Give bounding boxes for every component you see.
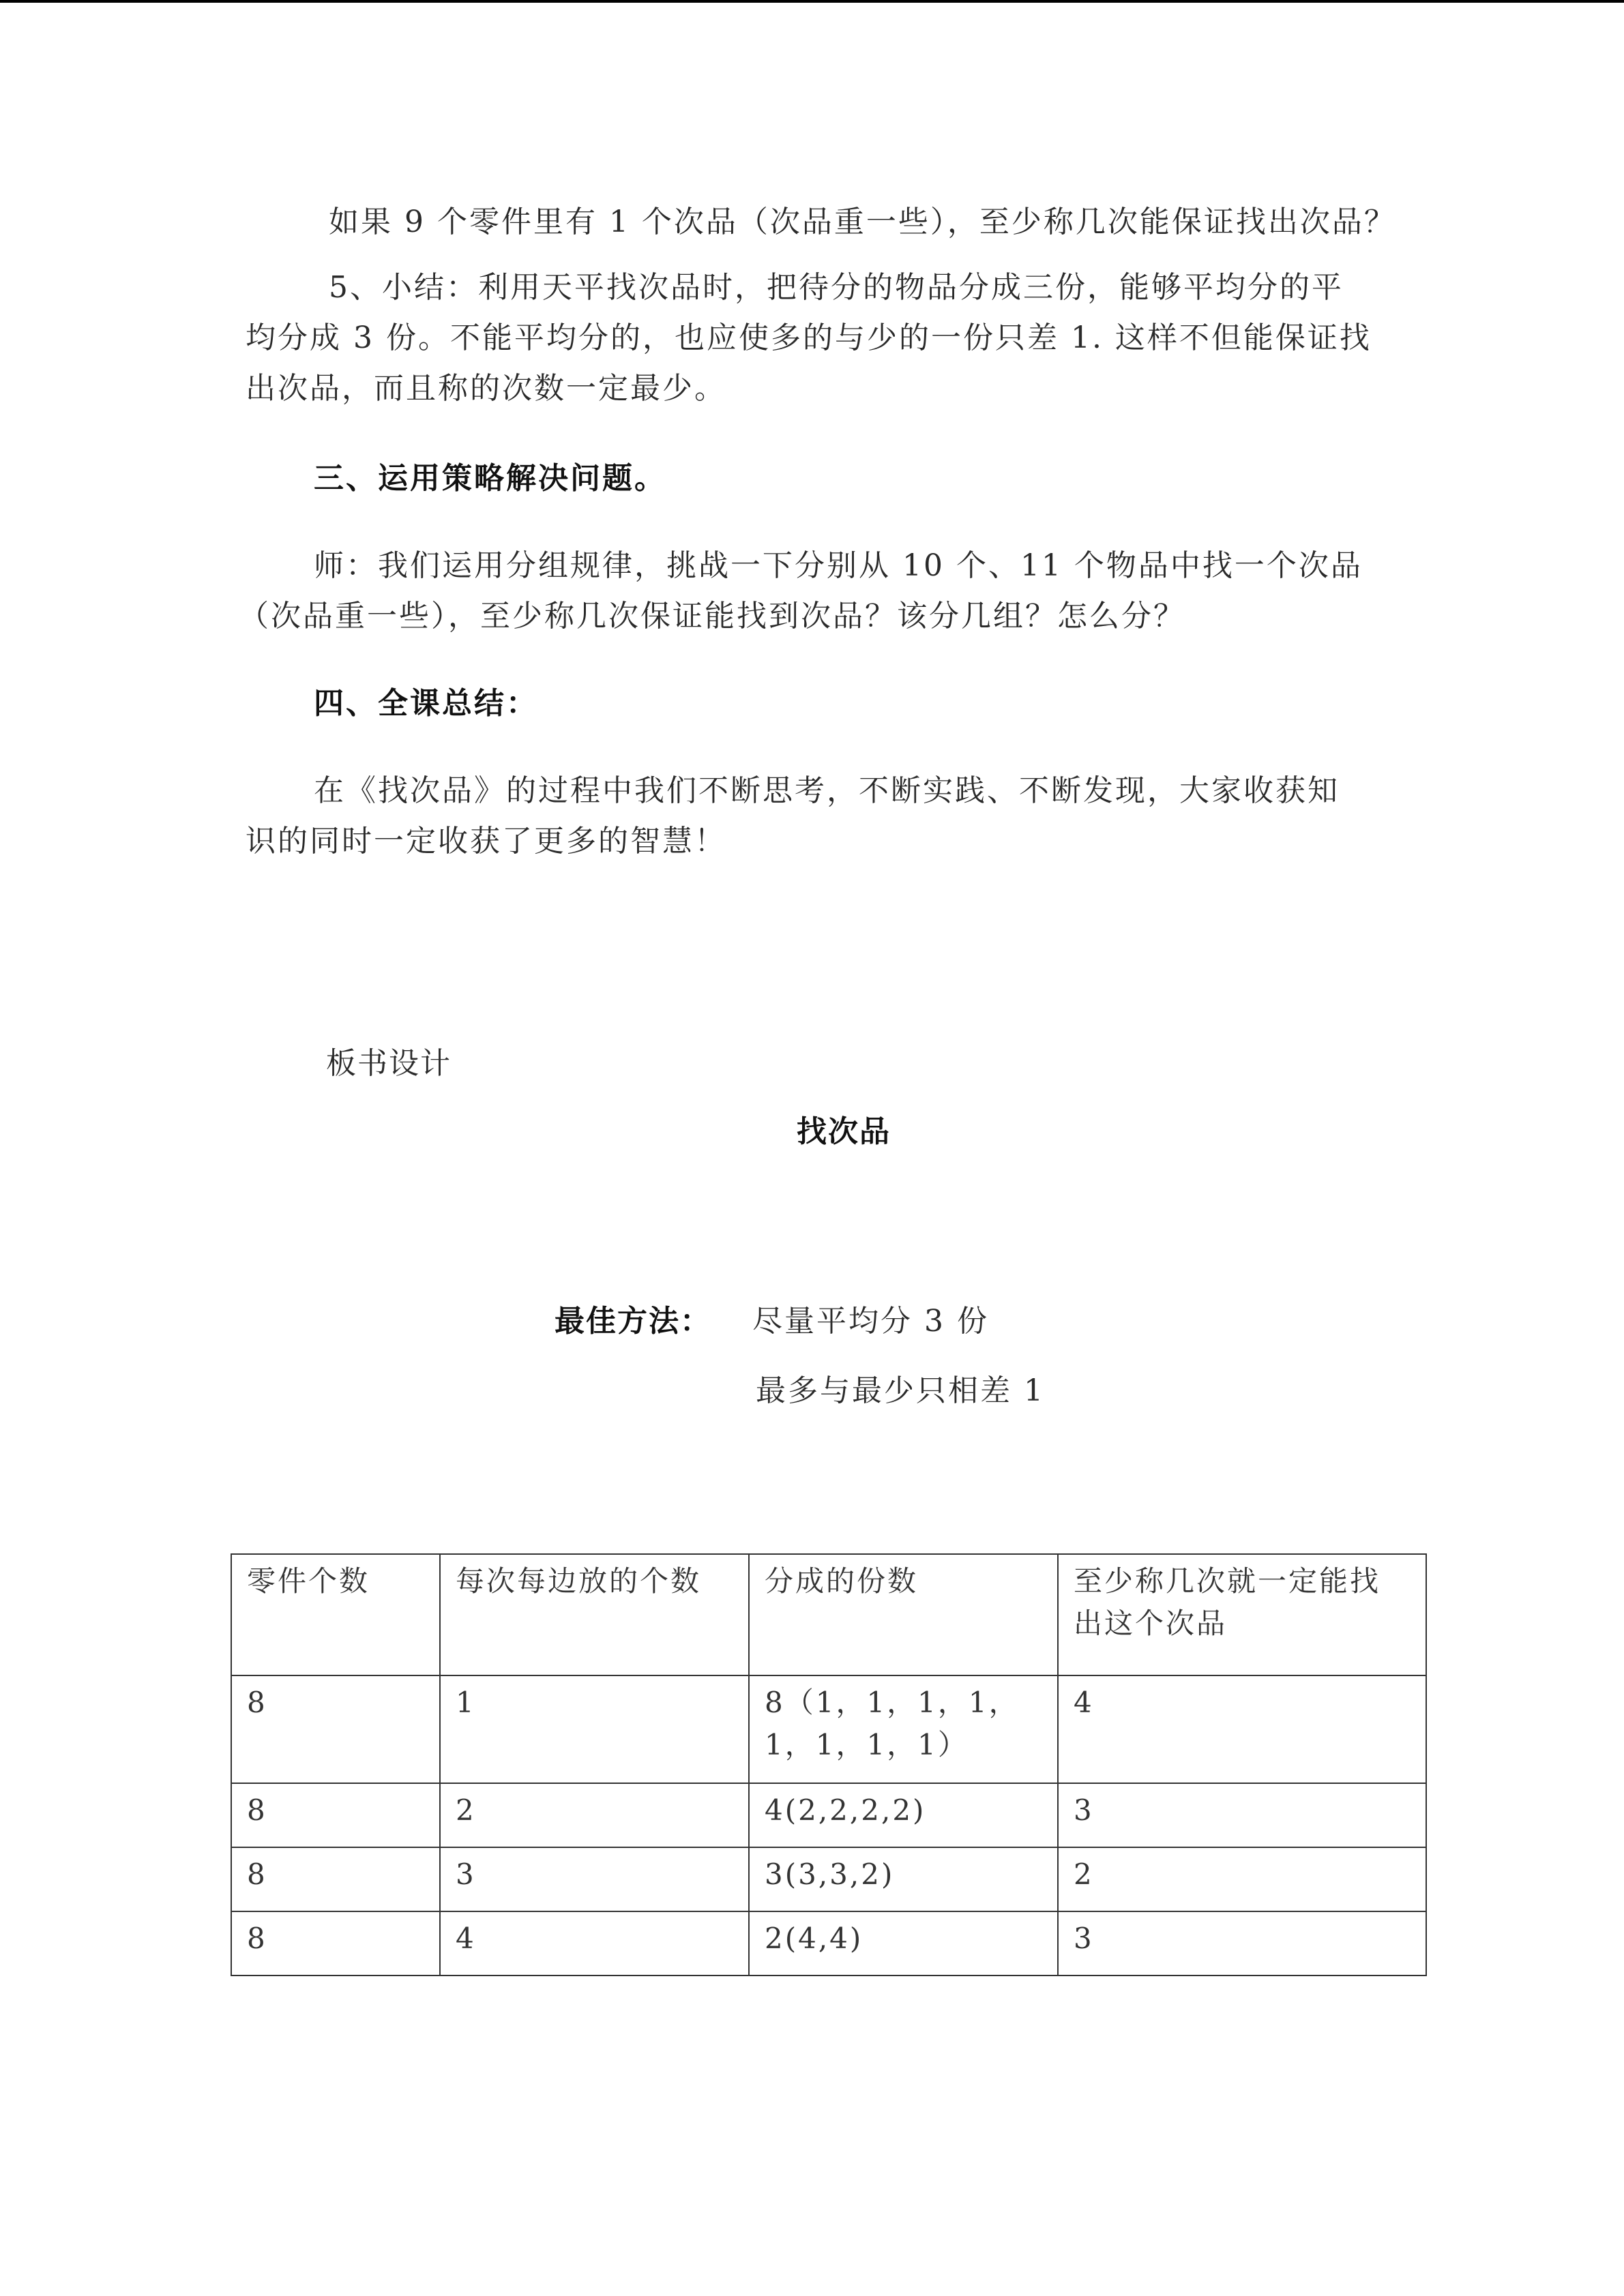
table-header-cell: 每次每边放的个数 — [440, 1554, 749, 1675]
section-4-heading: 四、全课总结： — [314, 686, 538, 721]
table-row — [231, 1783, 1426, 1847]
best-method-rule-2: 最多与最少只相差 1 — [756, 1373, 1045, 1408]
conclusion-line-2: 识的同时一定收获了更多的智慧！ — [246, 824, 726, 859]
table-row — [231, 1847, 1426, 1911]
table-cell: 3 — [440, 1847, 749, 1911]
table-cell: 2(4,4) — [749, 1911, 1058, 1976]
board-title: 找次品 — [797, 1114, 891, 1149]
weighing-strategy-table — [231, 1553, 1427, 1976]
table-cell: 8（1，1，1，1，1，1，1，1） — [749, 1675, 1058, 1783]
table-cell: 3 — [1058, 1783, 1426, 1847]
table-header-cell: 分成的份数 — [749, 1554, 1058, 1675]
table-cell: 2 — [1058, 1847, 1426, 1911]
table-header-cell: 至少称几次就一定能找出这个次品 — [1058, 1554, 1426, 1675]
teacher-line-1: 师：我们运用分组规律，挑战一下分别从 10 个、11 个物品中找一个次品 — [314, 548, 1363, 583]
board-design-label: 板书设计 — [326, 1046, 452, 1081]
table-header-cell: 零件个数 — [231, 1554, 440, 1675]
table-cell: 2 — [440, 1783, 749, 1847]
table-cell: 4(2,2,2,2) — [749, 1783, 1058, 1847]
page-top-border — [0, 0, 1624, 3]
table-cell: 1 — [440, 1675, 749, 1783]
table-cell: 3 — [1058, 1911, 1426, 1976]
summary-line-2: 均分成 3 份。不能平均分的，也应使多的与少的一份只差 1. 这样不但能保证找 — [246, 320, 1372, 355]
conclusion-line-1: 在《找次品》的过程中我们不断思考，不断实践、不断发现，大家收获知 — [314, 773, 1340, 808]
question-paragraph: 如果 9 个零件里有 1 个次品（次品重一些），至少称几次能保证找出次品？ — [329, 205, 1396, 239]
table-cell: 8 — [231, 1847, 440, 1911]
summary-line-3: 出次品，而且称的次数一定最少。 — [246, 371, 726, 406]
table-cell: 4 — [440, 1911, 749, 1976]
section-3-heading: 三、运用策略解决问题。 — [314, 461, 666, 496]
table-cell: 8 — [231, 1911, 440, 1976]
table-cell: 4 — [1058, 1675, 1426, 1783]
table-cell: 3(3,3,2) — [749, 1847, 1058, 1911]
summary-line-1: 5、小结：利用天平找次品时，把待分的物品分成三份，能够平均分的平 — [329, 270, 1344, 305]
teacher-line-2: （次品重一些），至少称几次保证能找到次品？该分几组？怎么分？ — [239, 599, 1185, 633]
table-header-row — [231, 1554, 1426, 1675]
table-row — [231, 1911, 1426, 1976]
table-row — [231, 1675, 1426, 1783]
best-method-rule-1: 尽量平均分 3 份 — [752, 1304, 989, 1339]
best-method-label: 最佳方法： — [555, 1304, 711, 1339]
table-cell: 8 — [231, 1675, 440, 1783]
table-cell: 8 — [231, 1783, 440, 1847]
